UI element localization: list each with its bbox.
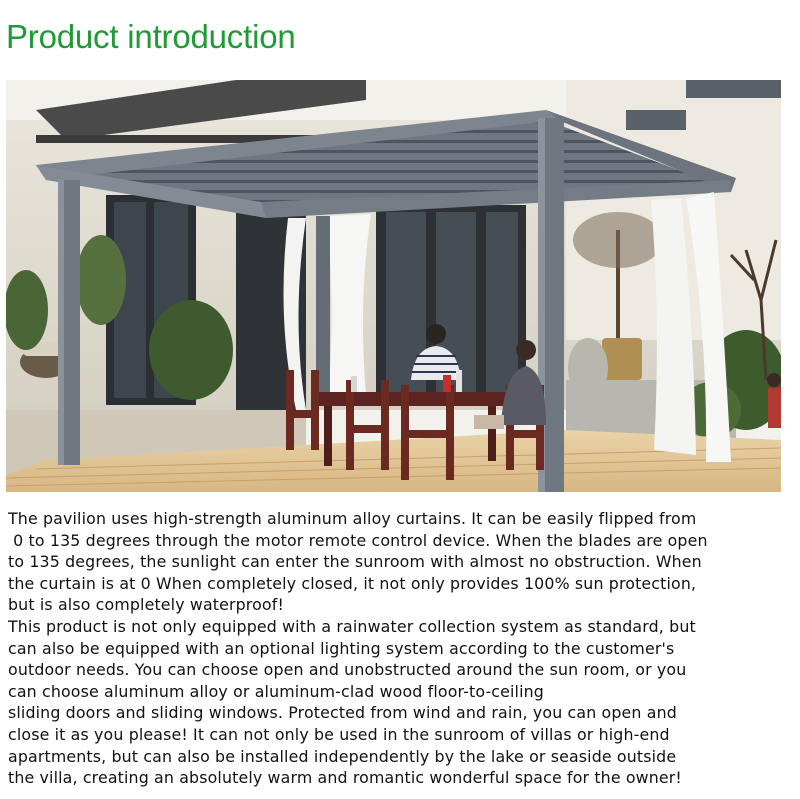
description-line: can also be equipped with an optional lighting system according to the customer's [8,638,675,658]
description-line: close it as you please! It can not only be used in the sunroom of villas or high-end [8,724,670,744]
pavilion-photo [6,80,781,492]
description-line: The pavilion uses high-strength aluminum alloy curtains. It can be easily flipped from [8,509,697,528]
description-line: the curtain is at 0 When completely closed, it not only provides 100% sun protection, [8,573,697,593]
description-line: the villa, creating an absolutely warm and romantic wonderful space for the owner! [8,768,682,788]
description-line: to 135 degrees, the sunlight can enter the sunroom with almost no obstruction. When [8,552,702,572]
description-line: but is also completely waterproof! [8,595,284,615]
product-description [8,508,798,789]
description-line: outdoor needs. You can choose open and unobstructed around the sun room, or you [8,660,687,680]
description-line: 0 to 135 degrees through the motor remote control device. When the blades are open [8,530,708,550]
description-line: This product is not only equipped with a rainwater collection system as standard, but [8,616,696,636]
description-line: can choose aluminum alloy or aluminum-clad wood floor-to-ceiling [8,681,544,701]
page-title: Product introduction [6,18,296,55]
description-line: apartments, but can also be installed independently by the lake or seaside outside [8,746,677,766]
description-line: sliding doors and sliding windows. Protected from wind and rain, you can open and [8,703,677,723]
